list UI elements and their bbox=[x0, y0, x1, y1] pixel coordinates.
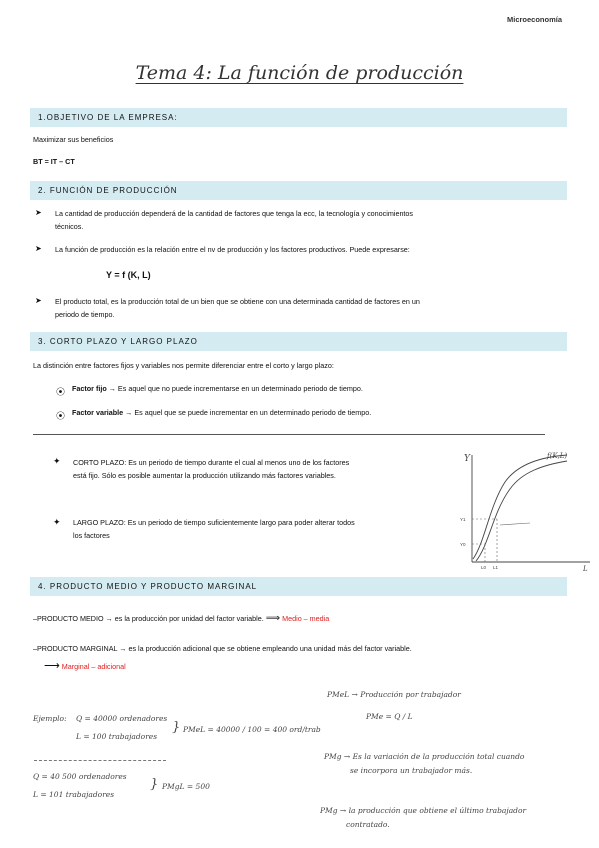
brace-icon: } bbox=[172, 720, 181, 735]
marginal-product-note-line bbox=[44, 660, 126, 673]
x1-label: L1 bbox=[493, 565, 499, 570]
s2-bullet3b: periodo de tiempo. bbox=[55, 310, 115, 319]
subject-header: Microeconomía bbox=[506, 15, 562, 24]
short-run-b: está fijo. Sólo es posible aumentar la producción utilizando más factores variables. bbox=[73, 471, 336, 480]
s3-intro: La distinción entre factores fijos y variables nos permite diferenciar entre el corto y largo plazo: bbox=[33, 361, 334, 370]
star-bullet-icon: ✦ bbox=[53, 517, 61, 527]
target-bullet-icon: ⦿ bbox=[56, 411, 66, 421]
x0-label: L0 bbox=[481, 565, 487, 570]
s2-bullet2: La función de producción es la relación entre el nv de producción y los factores productivos. Puede expresarse: bbox=[55, 245, 410, 254]
variable-factor-line bbox=[72, 406, 371, 419]
star-bullet-icon: ✦ bbox=[53, 456, 61, 466]
bullet-arrow-icon: ➤ bbox=[35, 208, 42, 217]
objective-text: Maximizar sus beneficios bbox=[33, 135, 114, 144]
divider-line bbox=[33, 434, 545, 435]
note-pme-formula: PMe = Q / L bbox=[366, 712, 413, 721]
avg-product-note: Medio – media bbox=[282, 614, 330, 623]
profit-formula: BT = IT – CT bbox=[33, 157, 75, 166]
example1-result: PMeL = 40000 / 100 = 400 ord/trab bbox=[183, 725, 321, 734]
note-pmg-b: se incorpora un trabajador más. bbox=[350, 766, 473, 775]
y0-label: Y0 bbox=[460, 542, 466, 547]
long-run-a: LARGO PLAZO: Es un periodo de tiempo suficientemente largo para poder alterar todos bbox=[73, 518, 355, 527]
example-label: Ejemplo: bbox=[33, 714, 67, 723]
example1-line2: L = 100 trabajadores bbox=[76, 732, 158, 741]
example1-line1: Q = 40000 ordenadores bbox=[76, 714, 168, 723]
example2-line2: L = 101 trabajadores bbox=[33, 790, 115, 799]
s2-bullet3a: El producto total, es la producción total de un bien que se obtiene con una determinada cantidad de factores en un bbox=[55, 297, 420, 306]
y1-label: Y1 bbox=[460, 517, 466, 522]
section-2-heading: 2. FUNCIÓN DE PRODUCCIÓN bbox=[30, 181, 567, 200]
short-run-a: CORTO PLAZO: Es un periodo de tiempo durante el cual al menos uno de los factores bbox=[73, 458, 350, 467]
section-4-heading: 4. PRODUCTO MEDIO Y PRODUCTO MARGINAL bbox=[30, 577, 567, 596]
variable-factor-label: Factor variable bbox=[72, 408, 124, 417]
s2-bullet1b: técnicos. bbox=[55, 222, 84, 231]
curve-label: f(K,L) bbox=[547, 452, 568, 460]
production-function-graph bbox=[455, 447, 595, 575]
marginal-product-text: –PRODUCTO MARGINAL → es la producción adicional que se obtiene empleando una unidad más del factor variable. bbox=[33, 644, 412, 653]
graph-x-label: L bbox=[583, 565, 588, 573]
fixed-factor-line bbox=[72, 382, 363, 395]
section-3-heading: 3. CORTO PLAZO Y LARGO PLAZO bbox=[30, 332, 567, 351]
handwritten-divider bbox=[34, 760, 166, 761]
note-pmg-a: PMg → Es la variación de la producción total cuando bbox=[324, 752, 525, 761]
example2-line1: Q = 40 500 ordenadores bbox=[33, 772, 127, 781]
target-bullet-icon: ⦿ bbox=[56, 387, 66, 397]
bullet-arrow-icon: ➤ bbox=[35, 296, 42, 305]
note-pmg2-b: contratado. bbox=[346, 820, 390, 829]
fixed-factor-label: Factor fijo bbox=[72, 384, 107, 393]
hand-arrow-icon: ⟶ bbox=[44, 660, 60, 672]
marginal-product-note: Marginal – adicional bbox=[61, 662, 126, 671]
production-formula: Y = f (K, L) bbox=[106, 270, 151, 280]
graph-y-label: Y bbox=[464, 454, 470, 464]
avg-product-line bbox=[33, 612, 329, 625]
hand-arrow-icon: ⟹ bbox=[265, 613, 281, 624]
page-title: Tema 4: La función de producción bbox=[135, 62, 464, 84]
note-pmg2-a: PMg → la producción que obtiene el último trabajador bbox=[320, 806, 527, 815]
avg-product-text: –PRODUCTO MEDIO → es la producción por unidad del factor variable. bbox=[33, 614, 264, 623]
note-pme: PMeL → Producción por trabajador bbox=[327, 690, 461, 699]
example2-result: PMgL = 500 bbox=[162, 782, 210, 791]
s2-bullet1a: La cantidad de producción dependerá de la cantidad de factores que tenga la ecc, la tecnología y conocimientos bbox=[55, 209, 414, 218]
long-run-b: los factores bbox=[73, 531, 110, 540]
bullet-arrow-icon: ➤ bbox=[35, 244, 42, 253]
variable-factor-text: → Es aquel que se puede incrementar en un determinado periodo de tiempo. bbox=[123, 408, 372, 417]
section-1-heading: 1.OBJETIVO DE LA EMPRESA: bbox=[30, 108, 567, 127]
fixed-factor-text: → Es aquel que no puede incrementarse en un determinado periodo de tiempo. bbox=[106, 384, 363, 393]
brace-icon: } bbox=[150, 777, 159, 792]
